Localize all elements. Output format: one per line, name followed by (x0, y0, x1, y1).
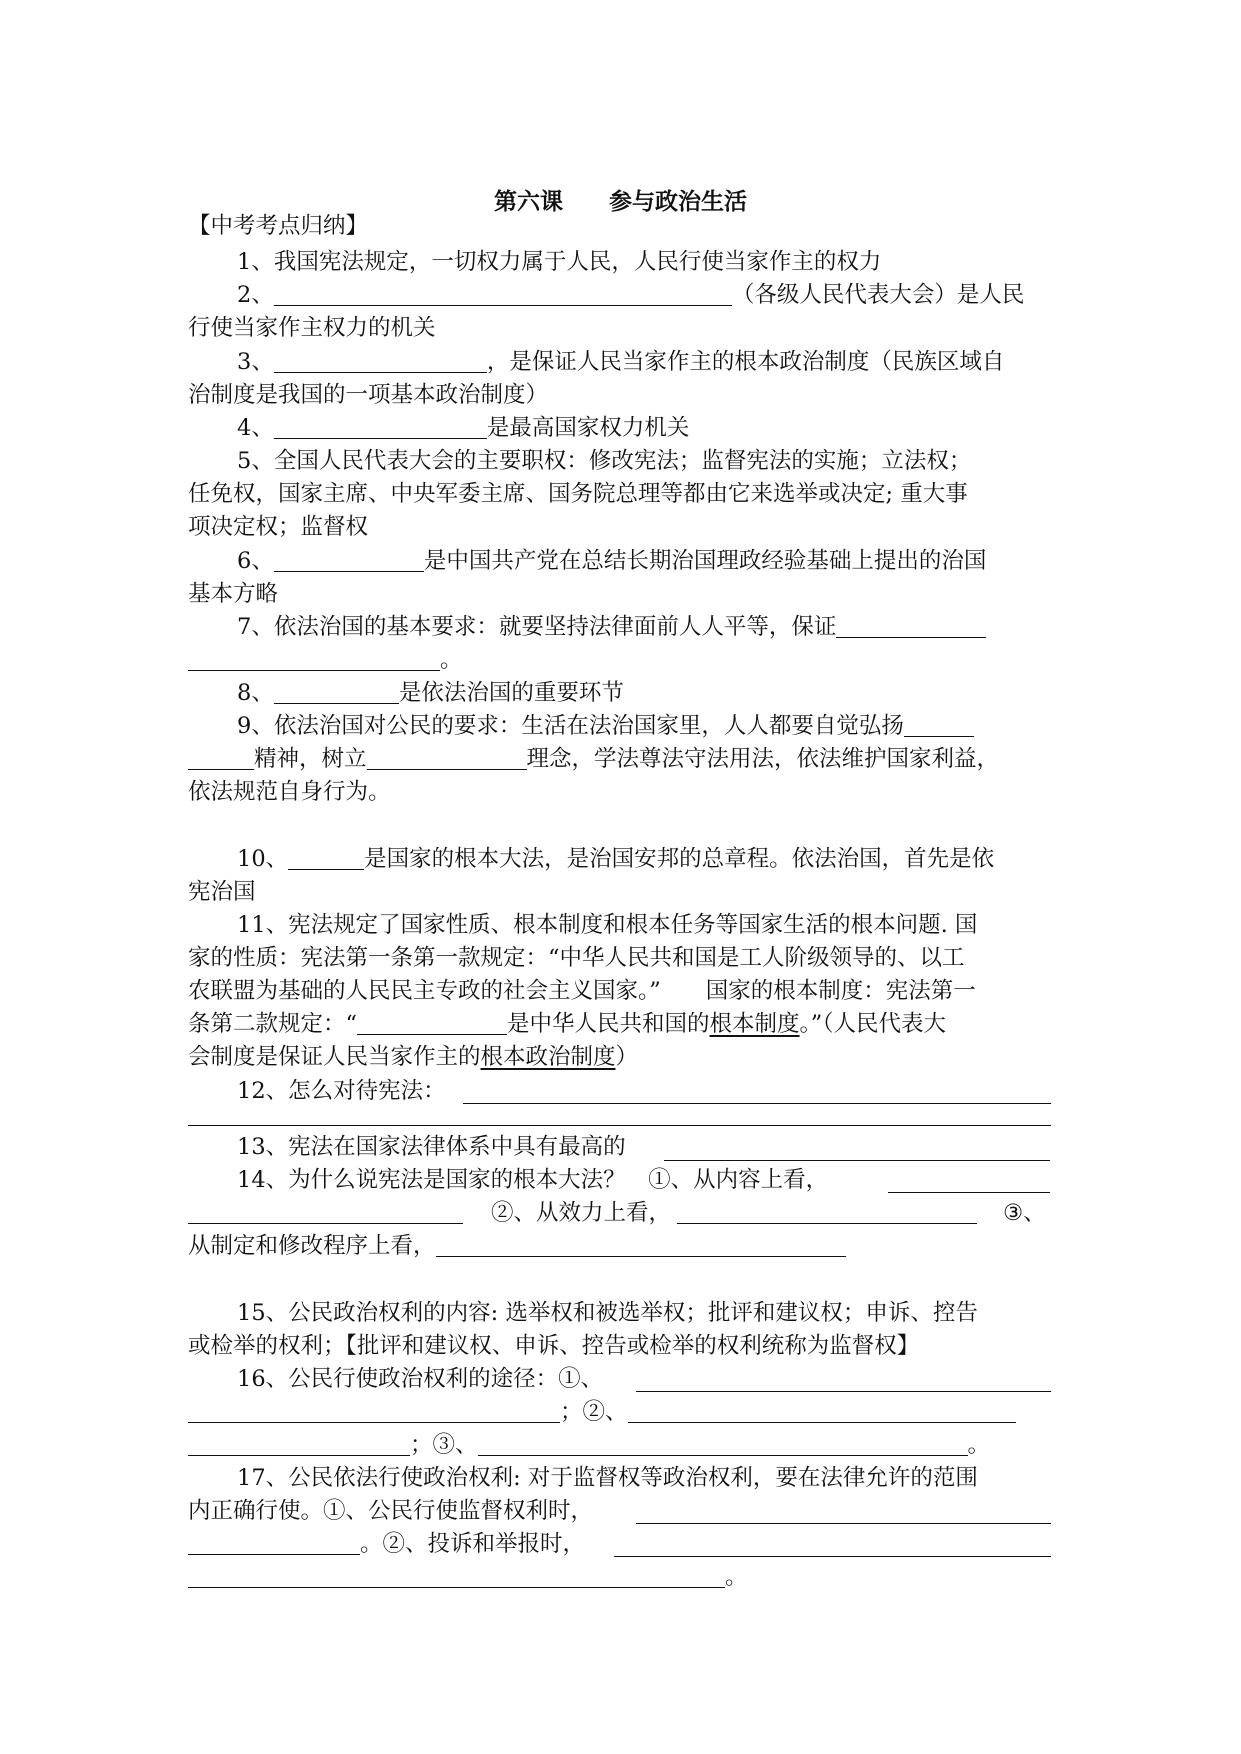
fill-blank[interactable] (188, 1201, 463, 1224)
item-6-text: 是中国共产党在总结长期治国理政经验基础上提出的治国 (423, 548, 987, 574)
item-5-cont2: 项决定权；监督权 (188, 514, 369, 540)
fill-blank[interactable] (274, 681, 399, 704)
fill-blank[interactable] (436, 1234, 846, 1257)
item-4 (237, 412, 689, 444)
fill-blank[interactable] (367, 747, 527, 770)
item-3-number: 3、 (237, 349, 274, 375)
item-10 (237, 843, 994, 875)
item-8 (237, 677, 624, 709)
item-3-text: ，是保证人民当家作主的根本政治制度（民族区域自 (486, 349, 1005, 375)
fill-blank[interactable] (628, 1400, 1016, 1423)
fill-blank[interactable] (274, 416, 487, 439)
item-17-cont (188, 1495, 593, 1527)
item-9-cont2: 依法规范自身行为。 (188, 779, 391, 805)
item-6-cont: 基本方略 (188, 581, 279, 607)
item-12-text: 12、怎么对待宪法： (237, 1078, 446, 1104)
item-4-number: 4、 (237, 415, 274, 441)
item-9-text2: 精神，树立 (254, 746, 367, 772)
item-14 (237, 1164, 828, 1196)
underlined-term: 根本政治制度 (480, 1044, 616, 1070)
item-16-cont2 (188, 1429, 990, 1461)
item-4-text: 是最高国家权力机关 (486, 415, 690, 441)
item-15: 15、公民政治权利的内容: 选举权和被选举权；批评和建议权；申诉、控告 (237, 1300, 978, 1326)
answer-line[interactable] (614, 1556, 1051, 1557)
item-10-text: 是国家的根本大法，是治国安邦的总章程。依法治国，首先是依 (364, 846, 995, 872)
item-11-cont4 (188, 1041, 638, 1073)
item-9-cont (188, 743, 999, 775)
item-7 (237, 611, 986, 643)
fill-blank[interactable] (188, 648, 440, 671)
fill-blank[interactable] (904, 714, 974, 737)
fill-blank[interactable] (357, 1012, 507, 1035)
fill-blank[interactable] (188, 1400, 560, 1423)
item-11-cont: 家的性质：宪法第一条第一款规定：“中华人民共和国是工人阶级领导的、以工 (188, 945, 965, 971)
item-16 (237, 1363, 603, 1395)
item-11-text2: 是中华人民共和国的 (507, 1011, 710, 1037)
item-14-cont2 (188, 1230, 846, 1262)
item-7-text: 7、依法治国的基本要求：就要坚持法律面前人人平等，保证 (237, 614, 837, 640)
item-9-text3: 理念，学法尊法守法用法，依法维护国家利益， (526, 746, 1000, 772)
item-9-text: 9、依法治国对公民的要求：生活在法治国家里，人人都要自觉弘扬 (237, 713, 904, 739)
item-16-cont (188, 1396, 1016, 1428)
item-5-cont: 任免权，国家主席、中央军委主席、国务院总理等都由它来选举或决定; 重大事 (188, 481, 968, 507)
section-heading: 【中考考点归纳】 (188, 213, 369, 239)
fill-blank[interactable] (188, 1565, 725, 1588)
item-17-end: 。 (725, 1564, 748, 1590)
item-2 (237, 279, 1024, 311)
item-17-cont2 (188, 1528, 585, 1560)
item-7-cont (188, 644, 463, 676)
item-17: 17、公民依法行使政治权利: 对于监督权等政治权利，要在法律允许的范围 (237, 1465, 978, 1491)
underlined-term: 根本制度 (709, 1011, 800, 1037)
fill-blank[interactable] (478, 1433, 968, 1456)
fill-blank[interactable] (188, 1532, 360, 1555)
answer-line[interactable] (188, 1125, 1051, 1126)
item-8-number: 8、 (237, 680, 274, 706)
fill-blank[interactable] (836, 615, 986, 638)
answer-line[interactable] (636, 1523, 1051, 1524)
item-2-cont: 行使当家作主权力的机关 (188, 315, 436, 341)
fill-blank[interactable] (188, 1433, 410, 1456)
item-16-text: 16、公民行使政治权利的途径：①、 (237, 1366, 604, 1392)
item-17-cont3 (188, 1561, 748, 1593)
item-11: 11、宪法规定了国家性质、根本制度和根本任务等国家生活的根本问题. 国 (237, 912, 978, 938)
fill-blank[interactable] (274, 283, 732, 306)
item-17-text: 内正确行使。①、公民行使监督权利时， (188, 1498, 594, 1524)
item-11-text4: 会制度是保证人民当家作主的 (188, 1044, 481, 1070)
item-11-text: 条第二款规定：“ (188, 1011, 358, 1037)
fill-blank[interactable] (288, 847, 364, 870)
item-14-text4: 从制定和修改程序上看， (188, 1233, 436, 1259)
item-17-text2: 。②、投诉和举报时， (360, 1531, 586, 1557)
item-6 (237, 545, 986, 577)
item-13-text: 13、宪法在国家法律体系中具有最高的 (237, 1134, 626, 1160)
item-14-cont (188, 1197, 1046, 1229)
fill-blank[interactable] (188, 747, 254, 770)
item-11-text3: 。”（人民代表大 (799, 1011, 947, 1037)
answer-line[interactable] (463, 1103, 1051, 1104)
item-7-end: 。 (440, 647, 463, 673)
item-15-cont: 或检举的权利；【批评和建议权、申诉、控告或检举的权利统称为监督权】 (188, 1333, 920, 1359)
item-14-text3: ③、 (1003, 1200, 1046, 1226)
page-title: 第六课 参与政治生活 (494, 188, 747, 215)
answer-line[interactable] (888, 1192, 1050, 1193)
item-16-text2: ；②、 (560, 1399, 628, 1425)
fill-blank[interactable] (677, 1201, 977, 1224)
answer-line[interactable] (636, 1391, 1051, 1392)
item-3 (237, 346, 1004, 378)
item-11-cont2: 农联盟为基础的人民民主专政的社会主义国家。” 国家的根本制度：宪法第一 (188, 978, 976, 1004)
item-6-number: 6、 (237, 548, 274, 574)
fill-blank[interactable] (274, 549, 424, 572)
item-3-cont: 治制度是我国的一项基本政治制度） (188, 382, 549, 408)
item-16-text3: ；③、 (410, 1432, 478, 1458)
item-2-text: （各级人民代表大会）是人民 (731, 282, 1025, 308)
item-13 (237, 1131, 626, 1163)
item-8-text: 是依法治国的重要环节 (398, 680, 624, 706)
item-5: 5、全国人民代表大会的主要职权：修改宪法；监督宪法的实施；立法权； (237, 448, 972, 474)
item-2-number: 2、 (237, 282, 274, 308)
item-1: 1、我国宪法规定，一切权力属于人民，人民行使当家作主的权力 (237, 249, 882, 275)
item-10-number: 10、 (237, 846, 289, 872)
item-14-text: 14、为什么说宪法是国家的根本大法？ ①、从内容上看， (237, 1167, 829, 1193)
item-14-text2: ②、从效力上看， (491, 1200, 672, 1226)
item-10-cont: 宪治国 (188, 879, 256, 905)
item-12 (237, 1075, 446, 1107)
item-9 (237, 710, 974, 742)
item-11-text5: ） (615, 1044, 639, 1070)
item-16-end: 。 (967, 1432, 991, 1458)
answer-line[interactable] (664, 1160, 1050, 1161)
fill-blank[interactable] (274, 350, 487, 373)
item-11-cont3 (188, 1008, 946, 1040)
